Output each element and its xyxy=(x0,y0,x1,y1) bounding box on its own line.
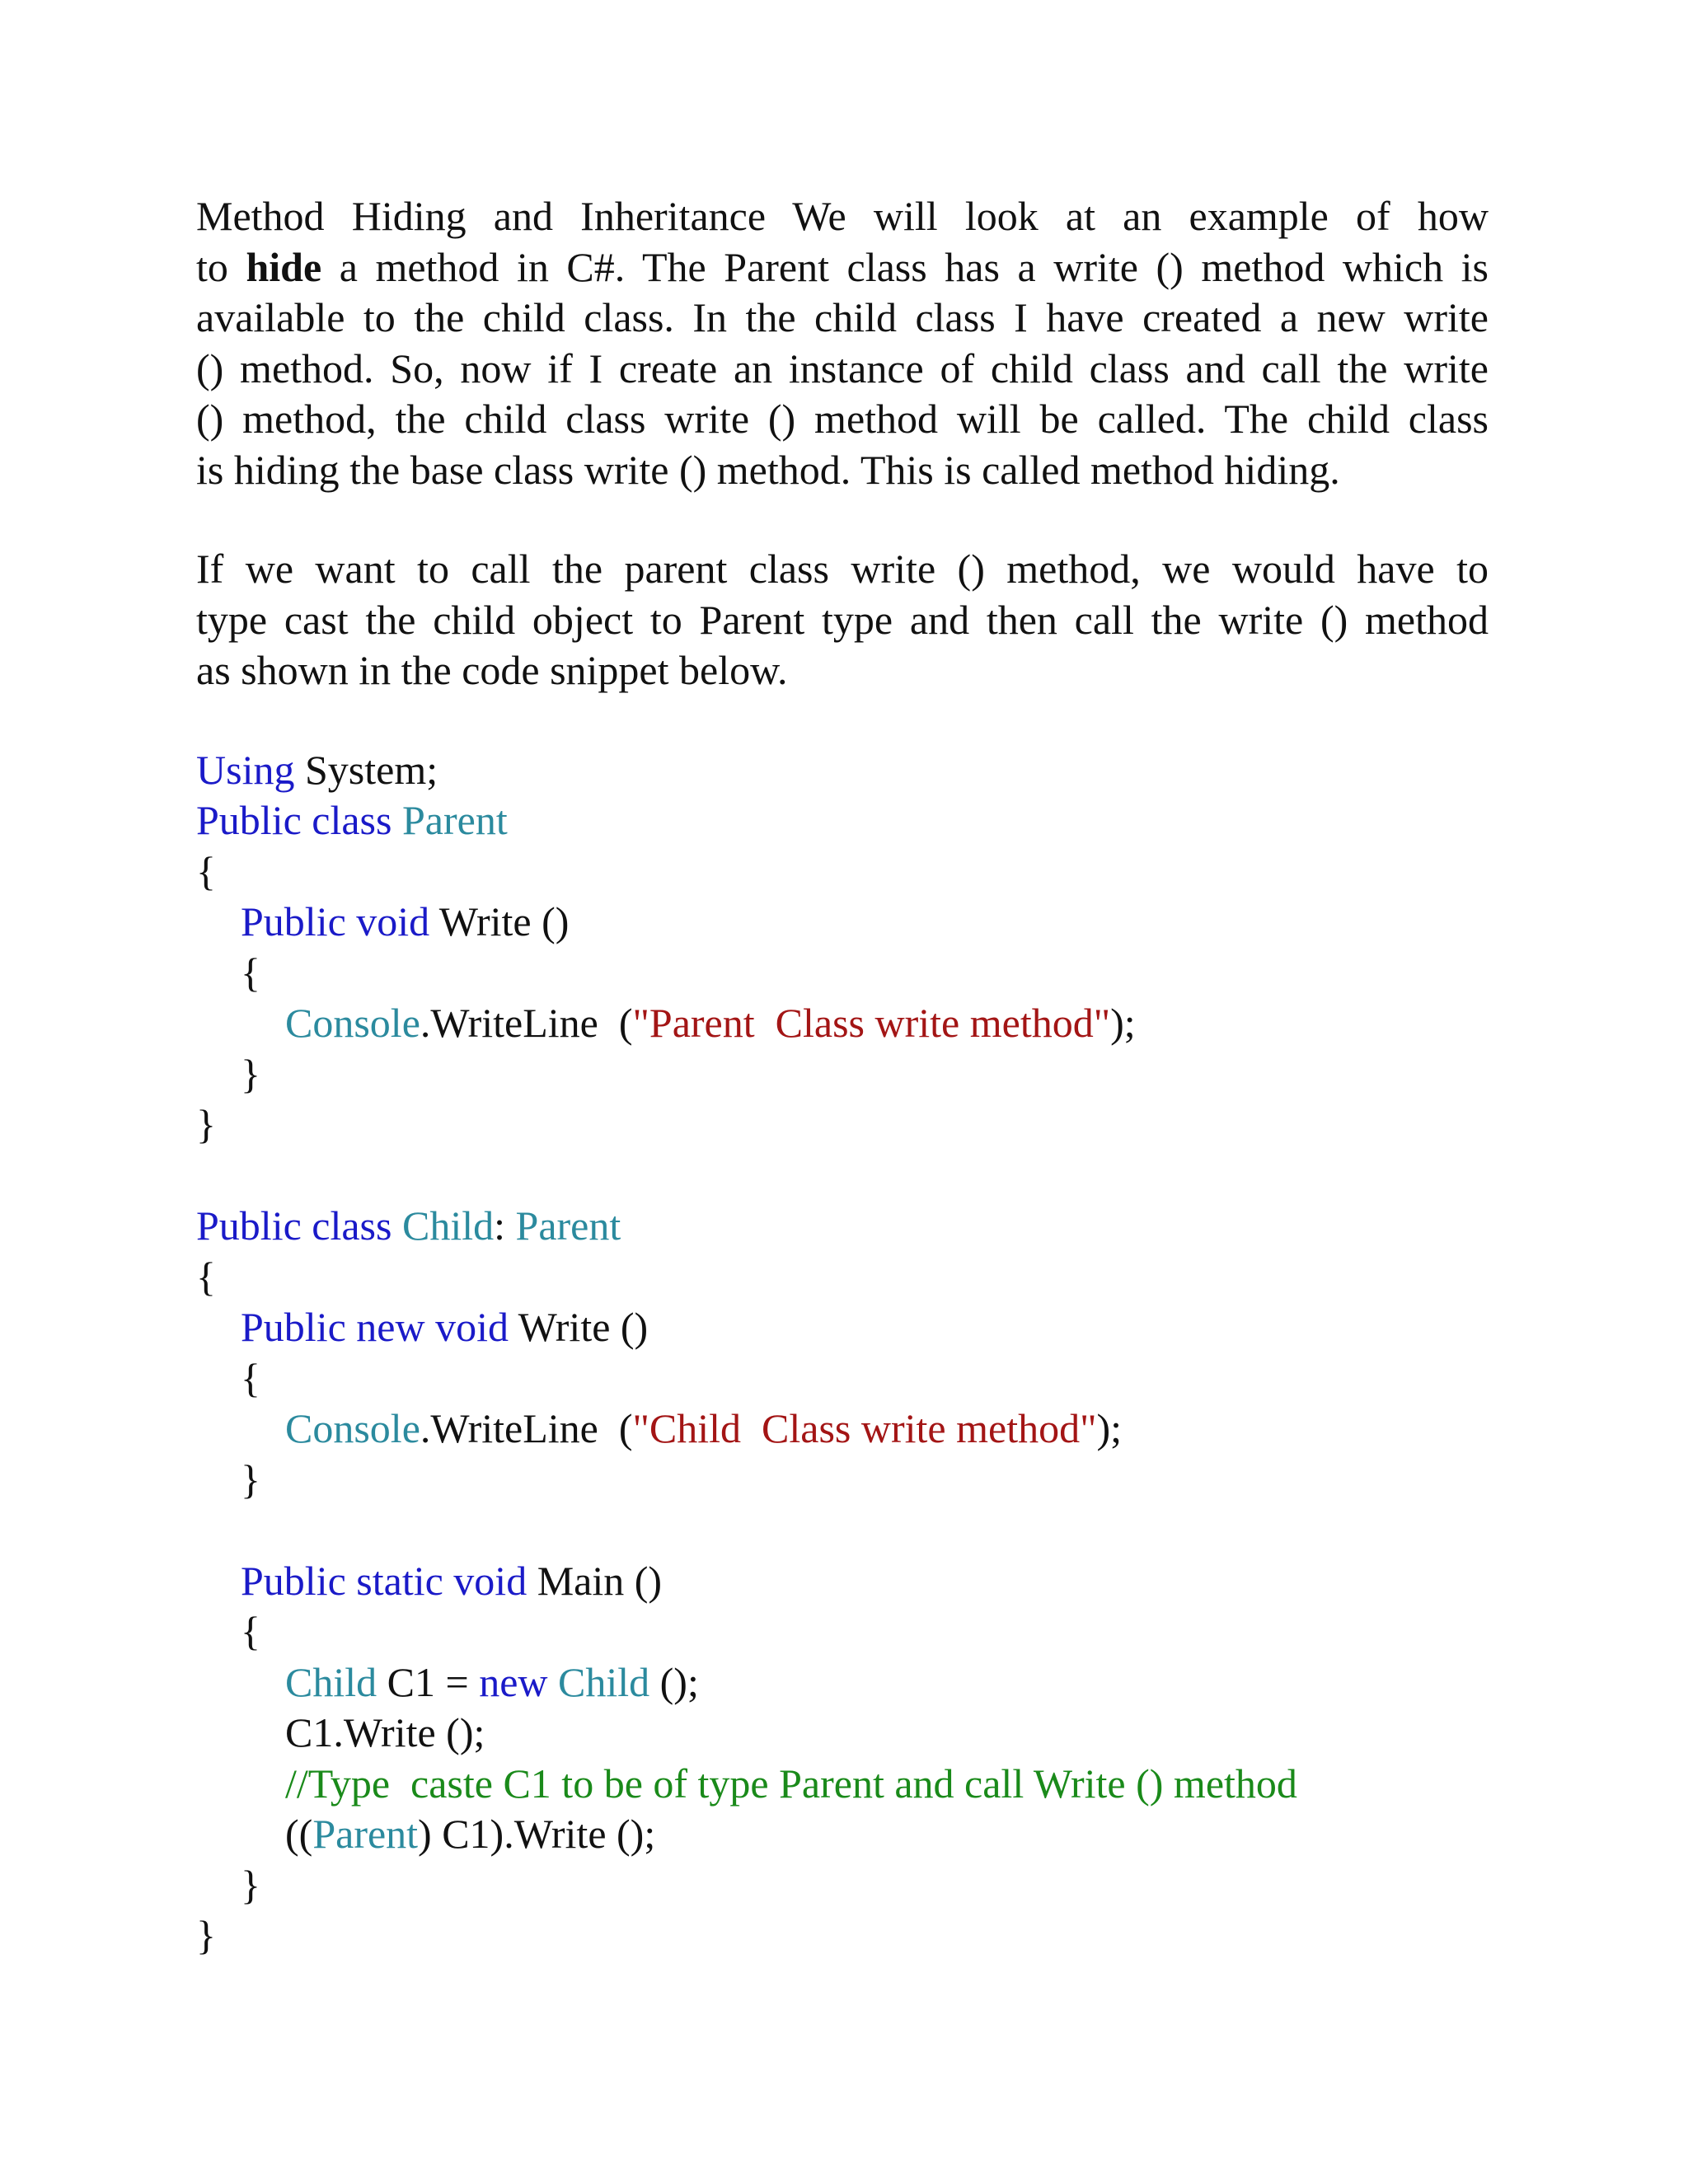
type-name: Console xyxy=(285,1000,420,1046)
code-text: (( xyxy=(285,1811,313,1857)
code-line-brace: } xyxy=(241,1455,260,1502)
code-text: Main () xyxy=(527,1557,663,1604)
code-line-cast-call xyxy=(196,1809,1489,1860)
code-line-new-write-method xyxy=(196,1302,1489,1353)
intro-paragraph xyxy=(196,191,1489,495)
code-blank-line xyxy=(196,1505,1489,1556)
code-line-brace: } xyxy=(196,1101,216,1147)
code-text: ); xyxy=(1110,1000,1136,1046)
document-page xyxy=(196,191,1489,1961)
paragraph-line: Method Hiding and Inheritance We will look at an example of how xyxy=(196,193,1489,239)
code-text: C1 = xyxy=(377,1658,480,1705)
type-name: Child xyxy=(558,1658,650,1705)
code-space xyxy=(392,1202,402,1249)
code-text: System; xyxy=(294,746,438,793)
code-text: .WriteLine ( xyxy=(420,1000,633,1046)
code-text: Write () xyxy=(429,898,570,944)
code-blank-line xyxy=(196,1151,1489,1202)
text-run: to xyxy=(196,243,246,290)
explanation-paragraph xyxy=(196,544,1489,696)
code-line-call-write: C1.Write (); xyxy=(285,1709,485,1755)
code-line-writeline xyxy=(196,1404,1489,1455)
code-line-using xyxy=(196,745,1489,796)
type-name: Console xyxy=(285,1405,420,1451)
code-text: Write () xyxy=(508,1304,649,1350)
string-literal: "Parent Class write method" xyxy=(632,1000,1111,1046)
code-line-brace: { xyxy=(241,1354,260,1401)
code-snippet xyxy=(196,745,1489,1961)
code-space xyxy=(548,1659,559,1705)
type-name: Child xyxy=(285,1658,377,1705)
code-space xyxy=(392,797,402,843)
code-text: ); xyxy=(1096,1405,1123,1451)
code-line-brace: { xyxy=(196,847,216,894)
code-line-brace: { xyxy=(196,1253,216,1300)
code-line-parent-class xyxy=(196,795,1489,846)
code-text: .WriteLine ( xyxy=(420,1405,633,1451)
keyword: Using xyxy=(196,746,295,793)
code-line-brace: { xyxy=(241,1608,260,1654)
type-name: Parent xyxy=(515,1202,621,1249)
keyword: new xyxy=(479,1658,548,1705)
paragraph-line: type cast the child object to Parent type and then call the write () method xyxy=(196,596,1489,643)
code-line-child-class xyxy=(196,1201,1489,1252)
code-line-write-method xyxy=(196,897,1489,948)
paragraph-line: as shown in the code snippet below. xyxy=(196,647,788,693)
code-text: ) C1).Write (); xyxy=(418,1811,656,1857)
paragraph-line: available to the child class. In the child class I have created a new write xyxy=(196,294,1489,340)
code-text: (); xyxy=(649,1658,699,1705)
code-line-instantiate xyxy=(196,1657,1489,1708)
paragraph-line: If we want to call the parent class write () method, we would have to xyxy=(196,546,1489,592)
code-text: : xyxy=(494,1202,516,1249)
text-run: a method in C#. The Parent class has a write () method which is xyxy=(321,243,1489,290)
code-line-comment: //Type caste C1 to be of type Parent and call Write () method xyxy=(285,1760,1297,1807)
type-name: Parent xyxy=(401,797,508,843)
string-literal: "Child Class write method" xyxy=(632,1405,1097,1451)
type-name: Child xyxy=(401,1202,495,1249)
bold-term-hide: hide xyxy=(246,243,322,290)
keyword: Public class xyxy=(196,797,392,843)
code-line-main-method xyxy=(196,1556,1489,1607)
paragraph-line xyxy=(196,242,1489,293)
keyword: Public class xyxy=(196,1202,392,1249)
paragraph-line: () method, the child class write () method will be called. The child class xyxy=(196,396,1489,442)
paragraph-line: is hiding the base class write () method. This is called method hiding. xyxy=(196,446,1340,493)
code-line-brace: { xyxy=(241,949,260,996)
type-name: Parent xyxy=(312,1811,419,1857)
code-line-brace: } xyxy=(196,1912,216,1958)
code-line-brace: } xyxy=(241,1050,260,1097)
code-line-writeline xyxy=(196,998,1489,1049)
code-line-brace: } xyxy=(241,1861,260,1908)
keyword: Public new void xyxy=(241,1304,509,1350)
paragraph-line: () method. So, now if I create an instance of child class and call the write xyxy=(196,344,1489,391)
keyword: Public void xyxy=(241,898,430,944)
keyword: Public static void xyxy=(241,1557,528,1604)
